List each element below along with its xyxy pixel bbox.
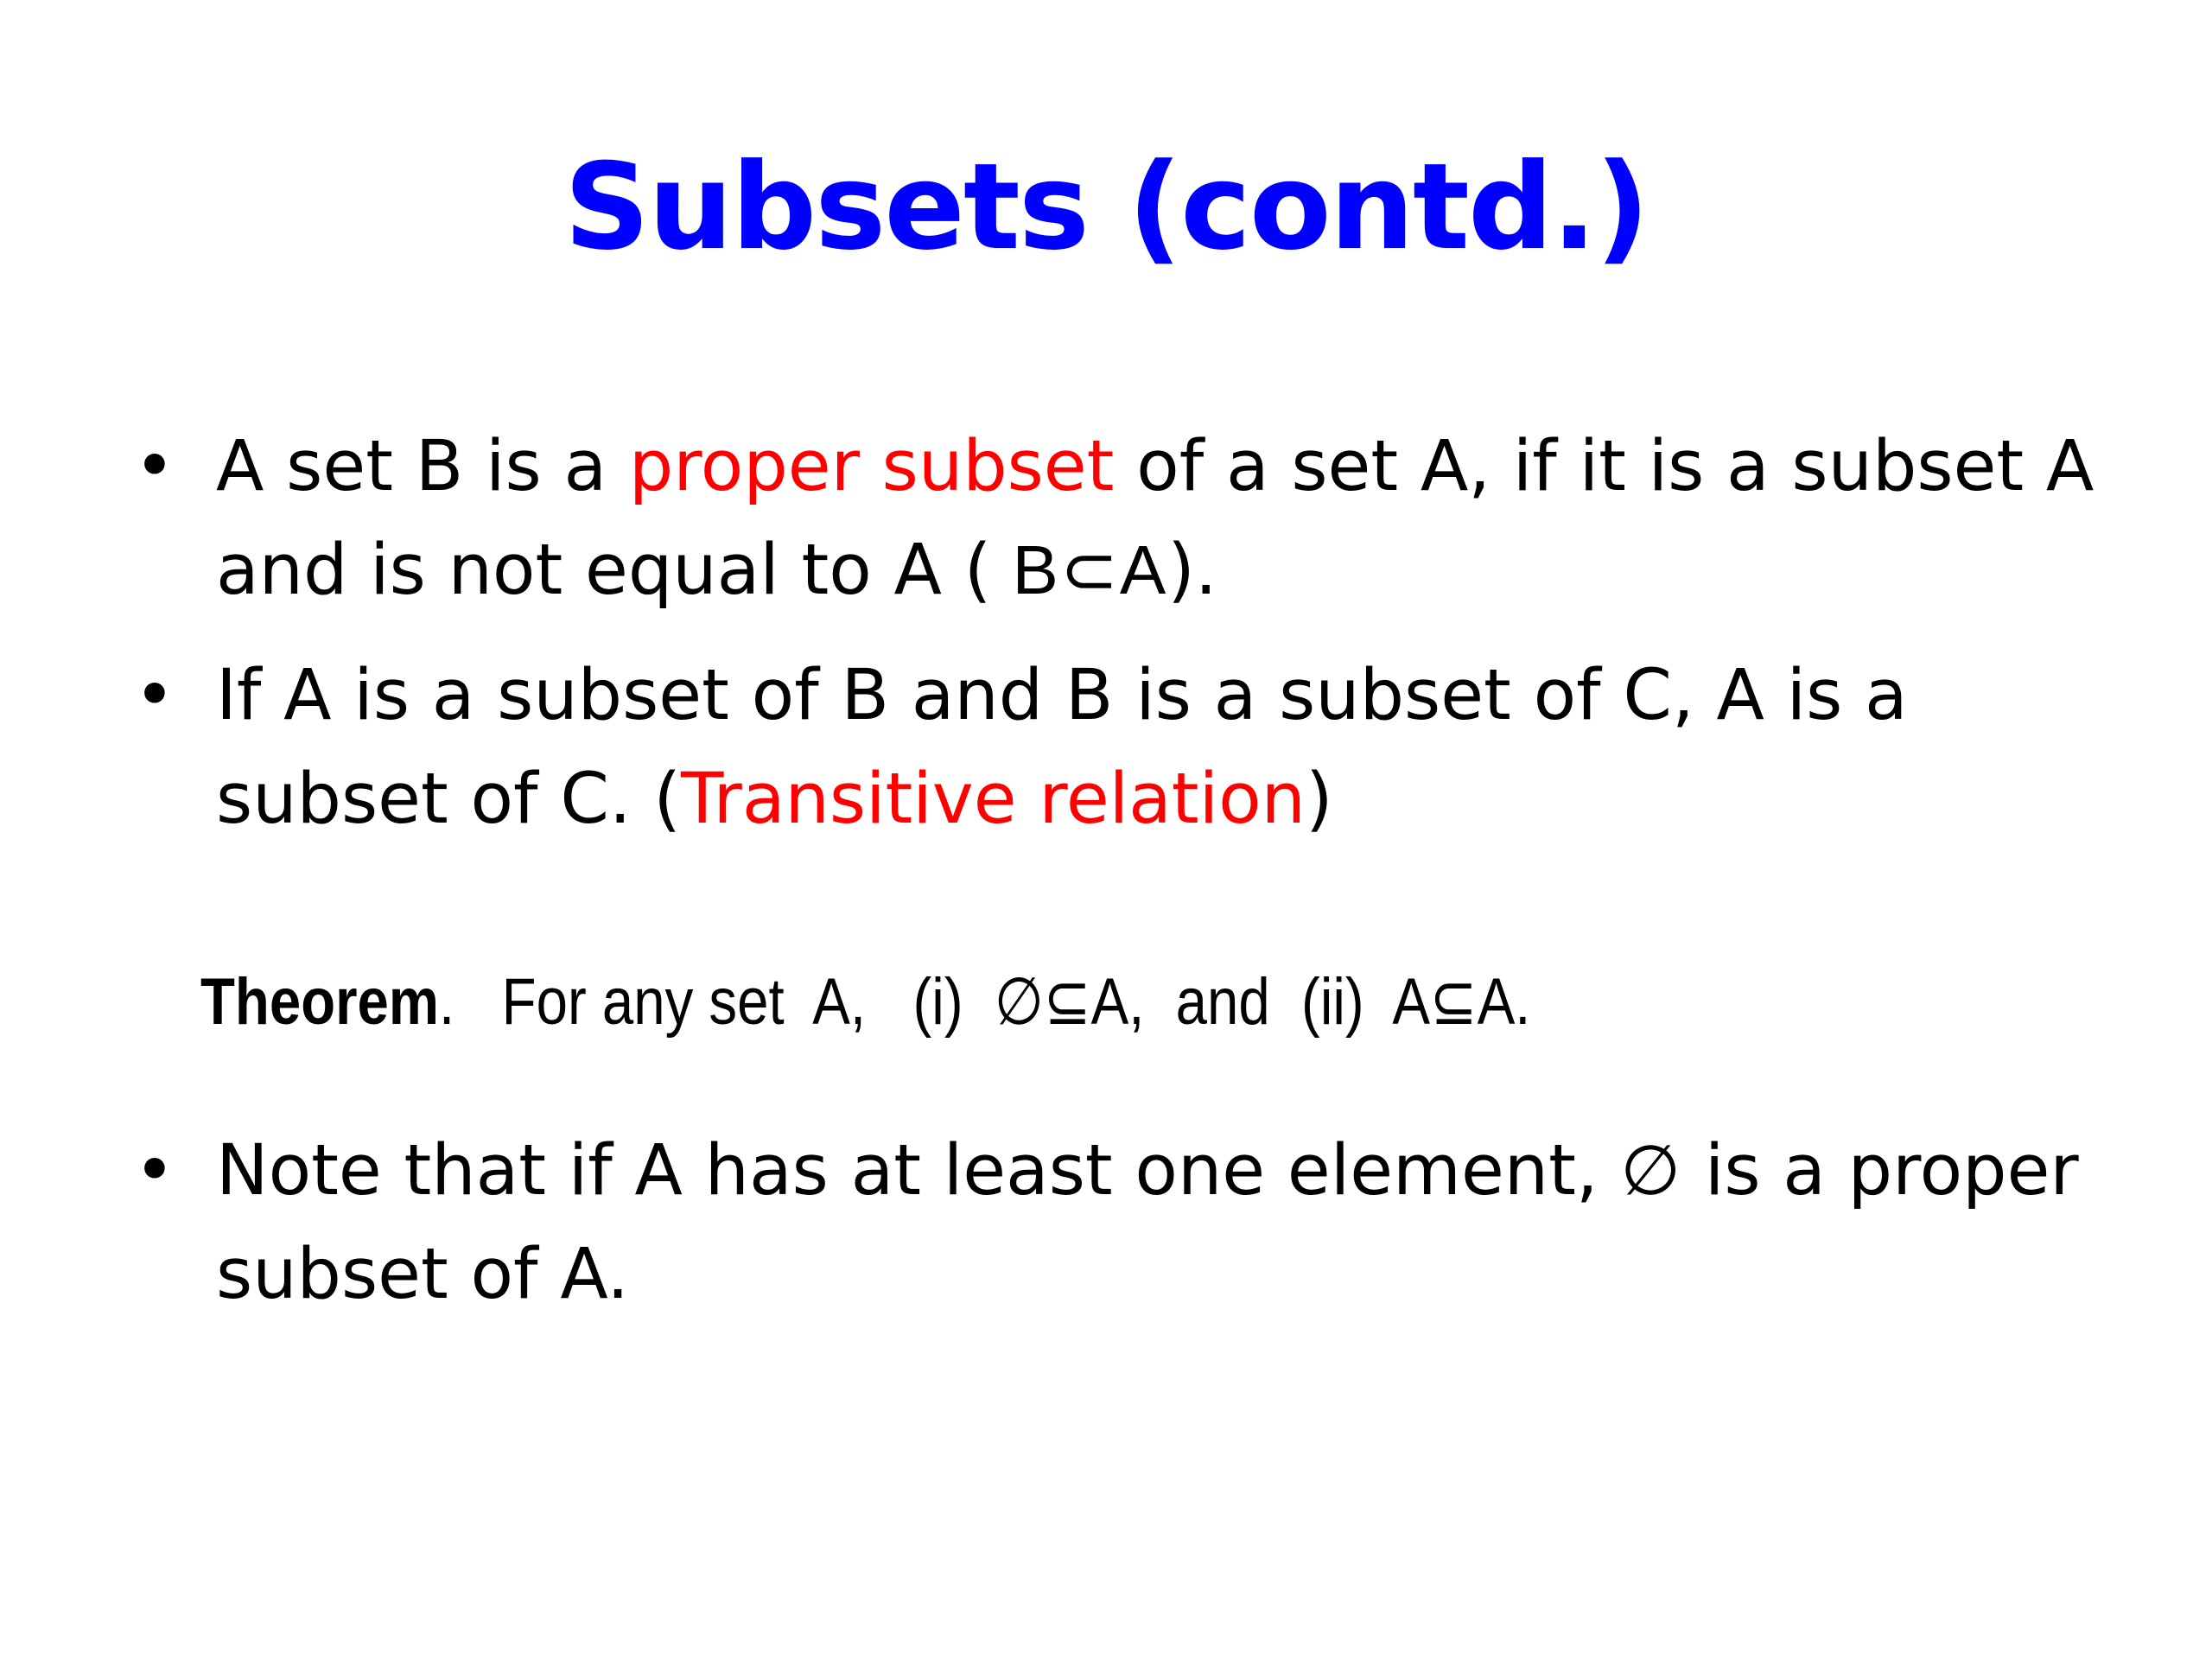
bullet-dot: • bbox=[134, 1130, 175, 1211]
empty-set-symbol: ∅ bbox=[1620, 1132, 1683, 1209]
theorem-label: Theorem bbox=[200, 965, 440, 1039]
theorem-statement bbox=[200, 955, 1530, 1050]
bullet-item-empty-set-note bbox=[134, 1119, 2160, 1326]
theorem-text: . For any set A, (i) ∅⊆A, and (ii) A⊆A. bbox=[439, 965, 1531, 1039]
bullet-text: If A is a subset of B and B is a subset of C, A is a subset of C. ( bbox=[216, 655, 1908, 840]
bullet-text: ). bbox=[1167, 530, 1217, 611]
slide-title: Subsets (contd.) bbox=[563, 137, 1649, 276]
bullet-text: A set B is a bbox=[216, 426, 629, 507]
bullet-text: ) bbox=[1305, 759, 1333, 840]
bullet-text: of a set A, if it is a subset A and is not equal to A ( bbox=[216, 426, 2094, 611]
proper-subset-notation: B⊂A bbox=[991, 531, 1168, 608]
highlight-proper-subset: proper subset bbox=[628, 426, 1115, 507]
bullet-text: Note that if A has at least one element, bbox=[216, 1130, 1621, 1211]
highlight-transitive-relation: Transitive relation bbox=[680, 759, 1306, 840]
bullet-item-transitive bbox=[134, 644, 2160, 851]
bullet-dot: • bbox=[134, 426, 175, 507]
bullet-text: is a proper subset of A. bbox=[216, 1130, 2079, 1315]
bullet-item-proper-subset bbox=[134, 415, 2160, 622]
bullet-dot: • bbox=[134, 655, 175, 736]
